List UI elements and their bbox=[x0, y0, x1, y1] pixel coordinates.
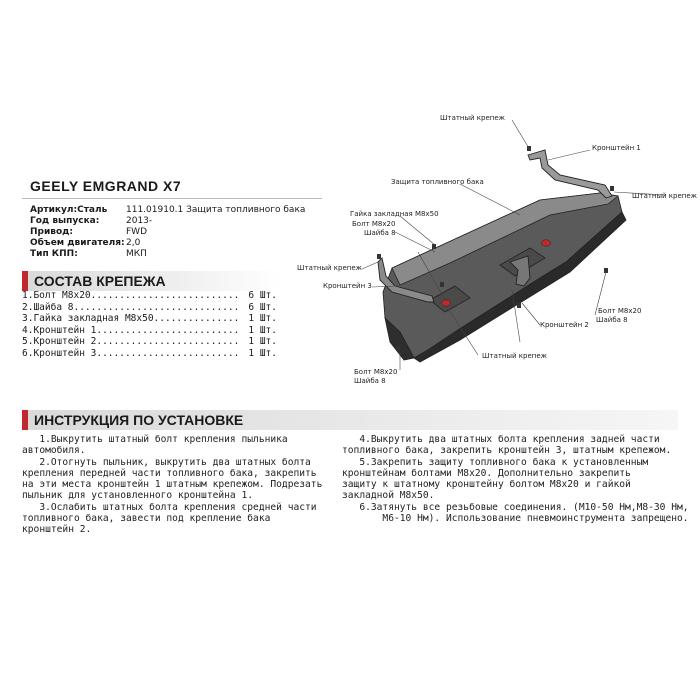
instruction-line: топливного бака, закрепить кронштейн 3, штатным крепежом. bbox=[342, 445, 672, 457]
instruction-line: топливного бака, завести под крепление бака bbox=[22, 513, 271, 525]
instruction-line: автомобиля. bbox=[22, 445, 86, 457]
instruction-line: пыльник для установленного кронштейна 1. bbox=[22, 490, 254, 502]
label-bracket-2: Кронштейн 2 bbox=[540, 321, 589, 329]
item-name: 2.Шайба 8............................. bbox=[22, 301, 240, 313]
label-bolt-m8x20: Болт М8х20 bbox=[352, 220, 396, 228]
instruction-line: кронштейн 2. bbox=[22, 524, 92, 536]
item-name: 3.Гайка закладная М8х50............... bbox=[22, 313, 240, 325]
instruction-line: М6-10 Нм). Использование пневмоинструмента запрещено. bbox=[342, 513, 689, 525]
item-name: 4.Кронштейн 1......................... bbox=[22, 324, 240, 336]
instruction-line: 5.Закрепить защиту топливного бака к установленным bbox=[342, 456, 649, 468]
instructions-heading-bar bbox=[22, 410, 678, 430]
label-std-mount-left: Штатный крепеж bbox=[297, 264, 362, 272]
label-std-mount-top: Штатный крепеж bbox=[440, 114, 505, 122]
item-qty: 6 Шт. bbox=[248, 290, 277, 301]
instruction-line: 4.Выкрутить два штатных болта крепления задней части bbox=[342, 434, 660, 445]
bracket-1 bbox=[528, 150, 612, 198]
spec-key: Тип КПП: bbox=[30, 249, 78, 259]
instruction-line: на эти места кронштейн 1 штатным крепежом. Подрезать bbox=[22, 479, 323, 491]
item-qty: 1 Шт. bbox=[248, 347, 277, 359]
product-title: GEELY EMGRAND X7 bbox=[30, 178, 182, 194]
label-washer-8: Шайба 8 bbox=[354, 377, 386, 385]
instruction-line: 2.Отогнуть пыльник, выкрутить два штатных болта bbox=[22, 456, 311, 468]
spec-key: Год выпуска: bbox=[30, 216, 100, 226]
item-qty: 1 Шт. bbox=[248, 324, 277, 336]
spec-value: 2013- bbox=[126, 216, 153, 226]
instructions-left-column bbox=[22, 434, 337, 536]
instruction-line: 6.Затянуть все резьбовые соединения. (М10-50 Нм,М8-30 Нм, bbox=[342, 501, 689, 513]
heading-accent bbox=[22, 410, 28, 430]
spec-key: Артикул:Сталь bbox=[30, 205, 108, 215]
instruction-line: кронштейнам болтами М8х20. Дополнительно закрепить bbox=[342, 467, 631, 479]
item-name: 6.Кронштейн 3......................... bbox=[22, 347, 240, 359]
spec-key: Привод: bbox=[30, 227, 74, 237]
instructions-heading: ИНСТРУКЦИЯ ПО УСТАНОВКЕ bbox=[34, 412, 244, 428]
fasteners-heading: СОСТАВ КРЕПЕЖА bbox=[34, 273, 166, 289]
label-bolt-m8x20: Болт М8х20 bbox=[354, 368, 398, 376]
instruction-line: закладной М8х50. bbox=[342, 490, 435, 502]
label-fuel-tank-guard: Защита топливного бака bbox=[391, 178, 484, 186]
label-washer-8: Шайба 8 bbox=[596, 316, 628, 324]
spec-value: МКП bbox=[126, 249, 147, 259]
instruction-line: 3.Ослабить штатных болта крепления средней части bbox=[22, 501, 317, 513]
instructions-right-column bbox=[342, 434, 692, 524]
item-name: 5.Кронштейн 2......................... bbox=[22, 336, 240, 348]
item-name: 1.Болт М8х20.......................... bbox=[22, 290, 240, 301]
instruction-line: крепления передней части топливного бака, закрепить bbox=[22, 467, 317, 479]
spec-key: Объем двигателя: bbox=[30, 238, 125, 248]
instruction-line: 1.Выкрутить штатный болт крепления пыльника bbox=[22, 434, 288, 445]
spec-value: 111.01910.1 Защита топливного бака bbox=[126, 205, 306, 215]
item-qty: 1 Шт. bbox=[248, 336, 277, 348]
item-qty: 6 Шт. bbox=[248, 301, 277, 313]
label-bolt-m8x20: Болт М8х20 bbox=[598, 307, 642, 315]
label-washer-8: Шайба 8 bbox=[364, 229, 396, 237]
instruction-line: защиту к штатному кронштейну болтом М8х20 и гайкой bbox=[342, 479, 631, 491]
item-qty: 1 Шт. bbox=[248, 313, 277, 325]
spec-value: 2,0 bbox=[126, 238, 141, 248]
label-bracket-1: Кронштейн 1 bbox=[592, 144, 641, 152]
label-std-mount-mid: Штатный крепеж bbox=[482, 352, 547, 360]
fuel-tank-guard-plate bbox=[383, 193, 626, 362]
label-std-mount-right: Штатный крепеж bbox=[632, 192, 697, 200]
spec-value: FWD bbox=[126, 227, 148, 237]
label-bracket-3: Кронштейн 3 bbox=[323, 282, 372, 290]
label-nut-m8x50: Гайка закладная М8х50 bbox=[350, 210, 439, 218]
